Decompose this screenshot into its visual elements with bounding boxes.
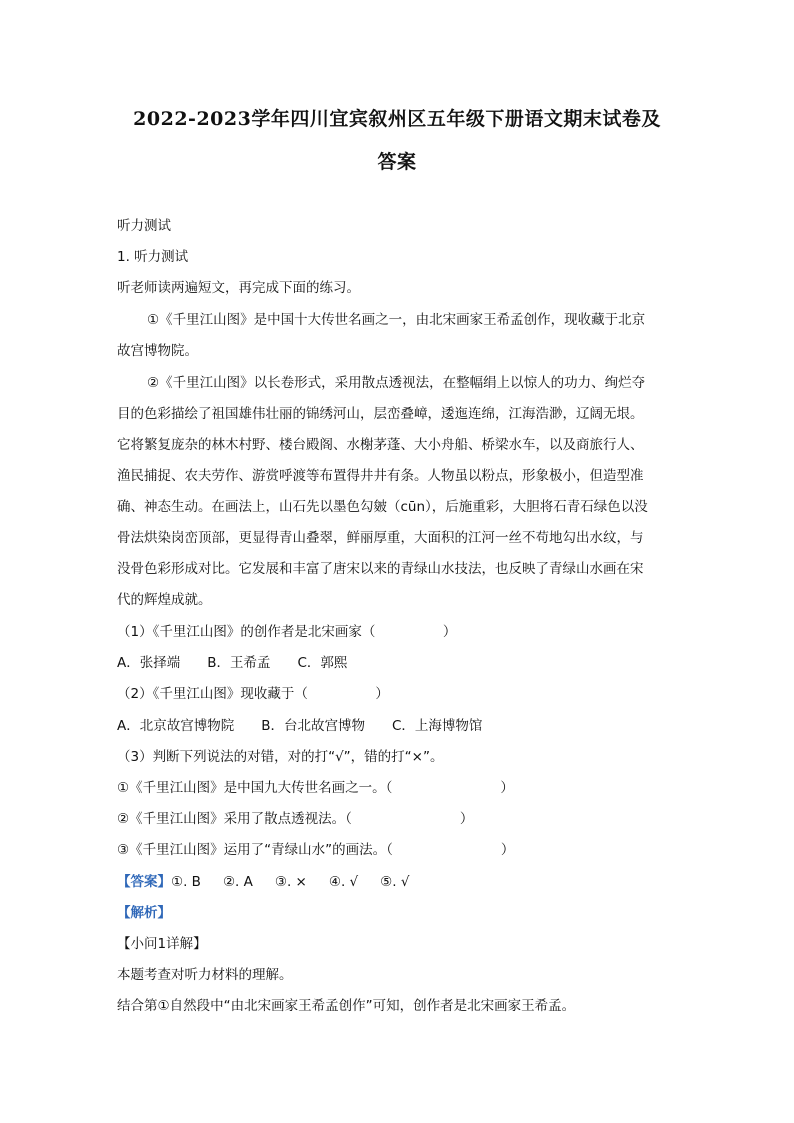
answer-item: ⑤. √: [380, 874, 410, 890]
sub-question-2: （2）《千里江山图》现收藏于（ ）: [117, 686, 389, 702]
paragraph-line: 代的辉煌成就。: [117, 592, 212, 608]
answer-item: ③. ×: [274, 874, 307, 890]
doc-title-line1: 2022-2023学年四川宜宾叙州区五年级下册语文期末试卷及: [133, 108, 661, 130]
detail-text: 结合第①自然段中“由北宋画家王希孟创作”可知，创作者是北宋画家王希孟。: [117, 998, 576, 1014]
answer-item: ④. √: [328, 874, 359, 890]
paragraph-line: 骨法烘染岗峦顶部，更显得青山叠翠，鲜丽厚重，大面积的江河一丝不苟地勾出水纹，与: [117, 530, 644, 546]
judge-item-3: ③《千里江山图》运用了“青绿山水”的画法。（ ）: [117, 842, 515, 858]
paragraph-line: 渔民捕捉、农夫劳作、游赏呼渡等布置得井井有条。人物虽以粉点，形象极小，但造型准: [117, 468, 644, 484]
paragraph-line: ①《千里江山图》是中国十大传世名画之一，由北宋画家王希孟创作，现收藏于北京: [147, 312, 646, 328]
paragraph-line: ②《千里江山图》以长卷形式，采用散点透视法，在整幅绢上以惊人的功力、绚烂夺: [147, 375, 646, 391]
sub-question-2-options: A．北京故宫博物院 B．台北故宫博物 C．上海博物馆: [117, 718, 483, 734]
paragraph-line: 目的色彩描绘了祖国雄伟壮丽的锦绣河山，层峦叠嶂，逶迤连绵，江海浩渺，辽阔无垠。: [117, 406, 644, 422]
answer-item: ②. A: [222, 874, 253, 890]
judge-item-2: ②《千里江山图》采用了散点透视法。（ ）: [117, 811, 474, 827]
detail-label: 【小问1详解】: [117, 936, 207, 952]
section-heading: 听力测试: [117, 218, 171, 234]
sub-question-1-options: A．张择端 B．王希孟 C．郭熙: [117, 655, 348, 671]
paragraph-line: 故宫博物院。: [117, 343, 198, 359]
instruction-text: 听老师读两遍短文，再完成下面的练习。: [117, 280, 360, 296]
paragraph-line: 没骨色彩形成对比。它发展和丰富了唐宋以来的青绿山水技法，也反映了青绿山水画在宋: [117, 561, 644, 577]
question-heading: 1. 听力测试: [117, 249, 189, 265]
detail-text: 本题考查对听力材料的理解。: [117, 967, 293, 983]
judge-item-1: ①《千里江山图》是中国九大传世名画之一。（ ）: [117, 780, 514, 796]
answer-item: ①. B: [171, 874, 201, 890]
sub-question-3: （3）判断下列说法的对错，对的打“√”，错的打“×”。: [117, 749, 444, 765]
answer-line: [117, 874, 431, 890]
answer-label: 【答案】: [117, 874, 171, 890]
sub-question-1: （1）《千里江山图》的创作者是北宋画家（ ）: [117, 624, 457, 640]
paragraph-line: 确、神态生动。在画法上，山石先以墨色勾皴（cūn），后施重彩，大胆将石青石绿色以没: [117, 499, 648, 515]
doc-title-line2: 答案: [377, 151, 417, 173]
analysis-label: 【解析】: [117, 905, 171, 921]
paragraph-line: 它将繁复庞杂的林木村野、楼台殿阁、水榭茅蓬、大小舟船、桥梁水车，以及商旅行人、: [117, 437, 644, 453]
